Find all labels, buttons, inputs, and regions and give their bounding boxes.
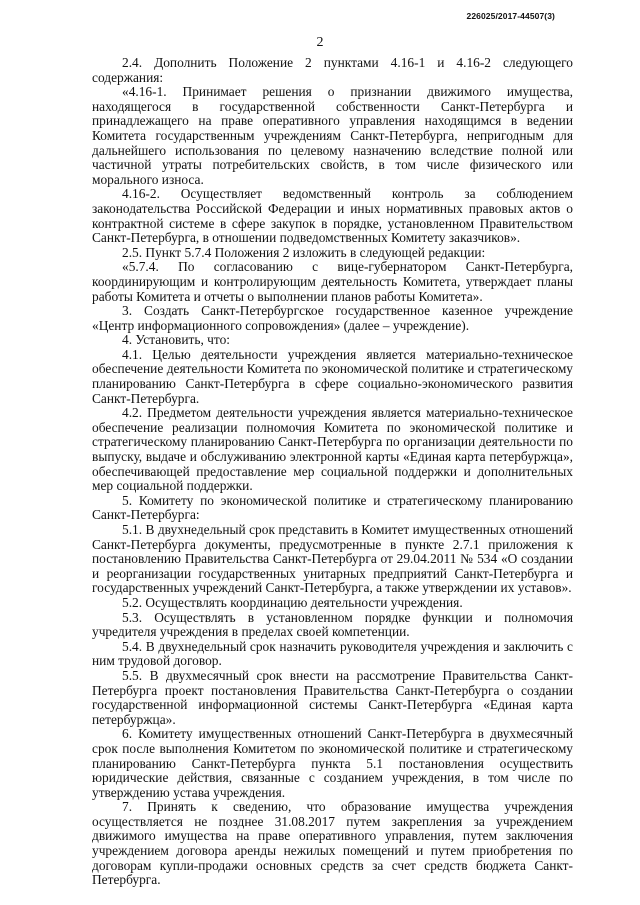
paragraph-4-16-1: «4.16-1. Принимает решения о признании движимого имущества, находящегося в государственной собственности Санкт-Петербурга и принадлежащего на праве оперативного управления находящимся в ведении Комитета государственным учреждениям Санкт-Петербурга, непригодным для дальнейшего использования по целевому назначению вследствие полной или частичной утраты потребительских свойств, в том числе физического или морального износа. bbox=[92, 84, 573, 187]
paragraph-2-4: 2.4. Дополнить Положение 2 пунктами 4.16-1 и 4.16-2 следующего содержания: bbox=[92, 55, 573, 85]
paragraph-5-3: 5.3. Осуществлять в установленном порядке функции и полномочия учредителя учреждения в пределах своей компетенции. bbox=[92, 609, 573, 640]
paragraph-5-2: 5.2. Осуществлять координацию деятельности учреждения. bbox=[122, 594, 463, 610]
document-body bbox=[92, 56, 573, 888]
paragraph-4: 4. Установить, что: bbox=[122, 332, 230, 348]
paragraph-6: 6. Комитету имущественных отношений Санкт-Петербурга в двухмесячный срок после выполнения Комитетом по экономической политике и стратегическому планированию Санкт-Петербурга пункта 5.1 постановления осуществить юридические действия, связанные с созданием учреждения, в том числе по утверждению устава учреждения. bbox=[92, 726, 573, 800]
paragraph-5-7-4: «5.7.4. По согласованию с вице-губернатором Санкт-Петербурга, координирующим и контролирующим деятельность Комитета, утверждает планы работы Комитета и отчеты о выполнении планов работы Комитета». bbox=[92, 259, 573, 304]
document-code: 226025/2017-44507(3) bbox=[466, 11, 555, 21]
paragraph-5-4: 5.4. В двухнедельный срок назначить руководителя учреждения и заключить с ним трудовой договор. bbox=[92, 638, 573, 669]
paragraph-4-1: 4.1. Целью деятельности учреждения является материально-техническое обеспечение деятельности Комитета по экономической политике и стратегическому планированию Санкт-Петербурга в сфере социально-экономического развития Санкт-Петербурга. bbox=[92, 346, 573, 406]
page-number: 2 bbox=[316, 35, 324, 50]
paragraph-7: 7. Принять к сведению, что образование имущества учреждения осуществляется не позднее 31.08.2017 путем закрепления за учреждением движимого имущества на праве оперативного управления, путем заключения учреждением договора аренды нежилых помещений и путем приобретения по договорам купли-продажи основных средств за счет средств бюджета Санкт-Петербурга. bbox=[92, 799, 573, 888]
paragraph-5-5: 5.5. В двухмесячный срок внести на рассмотрение Правительства Санкт-Петербурга проект постановления Правительства Санкт-Петербурга о создании государственной информационной системы Санкт-Петербурга «Единая карта петербуржца». bbox=[92, 667, 573, 727]
paragraph-2-5: 2.5. Пункт 5.7.4 Положения 2 изложить в следующей редакции: bbox=[122, 244, 486, 260]
paragraph-4-16-2: 4.16-2. Осуществляет ведомственный контроль за соблюдением законодательства Российской Федерации и иных нормативных правовых актов о контрактной системе в сфере закупок в порядке, установленном Правительством Санкт-Петербурга, в отношении подведомственных Комитету заказчиков». bbox=[92, 186, 573, 246]
paragraph-4-2: 4.2. Предметом деятельности учреждения является материально-техническое обеспечение реализации полномочия Комитета по экономической политике и стратегическому планированию Санкт-Петербурга по организации деятельности по выпуску, выдаче и обслуживанию электронной карты «Единая карта петербуржца», обеспечивающей предоставление мер социальной поддержки и дополнительных мер социальной поддержки. bbox=[92, 405, 573, 494]
paragraph-3: 3. Создать Санкт-Петербургское государственное казенное учреждение «Центр информационного сопровождения» (далее – учреждение). bbox=[92, 303, 573, 333]
paragraph-5: 5. Комитету по экономической политике и стратегическому планированию Санкт-Петербурга: bbox=[92, 492, 573, 523]
paragraph-5-1: 5.1. В двухнедельный срок представить в Комитет имущественных отношений Санкт-Петербурга документы, предусмотренные в пункте 2.7.1 приложения к постановлению Правительства Санкт-Петербурга от 29.04.2011 № 534 «О создании и реорганизации государственных унитарных предприятий Санкт-Петербурга и государственных учреждений Санкт-Петербурга, а также утверждении их уставов». bbox=[92, 522, 573, 596]
